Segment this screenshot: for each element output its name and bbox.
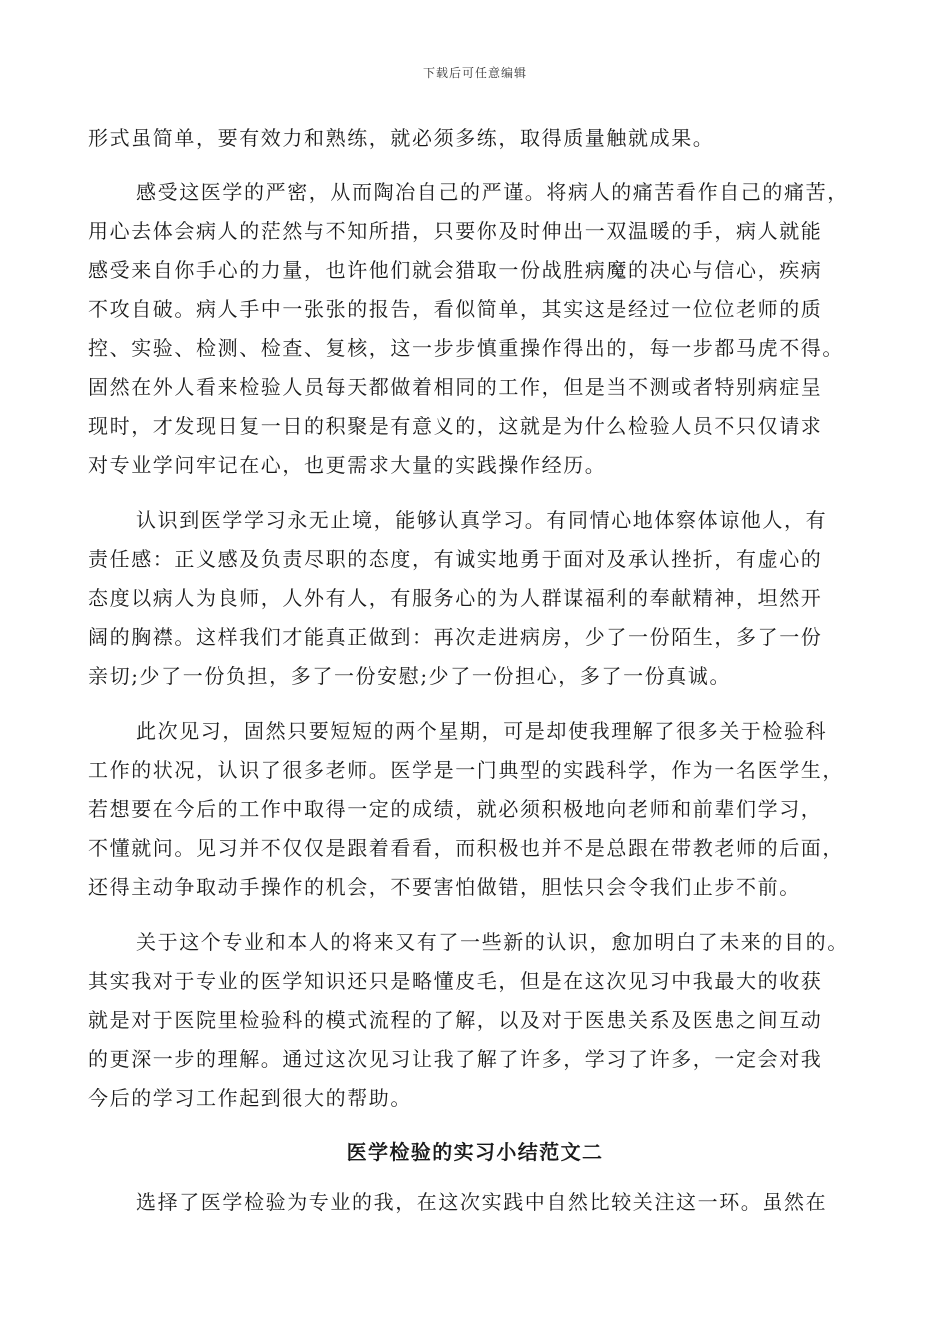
paragraph-line: 形式虽简单，要有效力和熟练，就必须多练，取得质量触就成果。 bbox=[88, 126, 715, 150]
paragraph-line: 控、实验、检测、检查、复核，这一步步慎重操作得出的，每一步都马虎不得。 bbox=[88, 336, 844, 360]
paragraph-line: 态度以病人为良师，人外有人，有服务心的为人群谋福利的奉献精神，坦然开 bbox=[88, 586, 823, 610]
paragraph-line: 对专业学问牢记在心，也更需求大量的实践操作经历。 bbox=[88, 453, 607, 477]
paragraph-line: 若想要在今后的工作中取得一定的成绩，就必须积极地向老师和前辈们学习， bbox=[88, 797, 823, 821]
paragraph-line: 此次见习，固然只要短短的两个星期，可是却使我理解了很多关于检验科 bbox=[136, 719, 828, 743]
paragraph-line: 就是对于医院里检验科的模式流程的了解，以及对于医患关系及医患之间互动 bbox=[88, 1008, 823, 1032]
paragraph-line: 的更深一步的理解。通过这次见习让我了解了许多，学习了许多，一定会对我 bbox=[88, 1047, 823, 1071]
paragraph-line: 固然在外人看来检验人员每天都做着相同的工作，但是当不测或者特别病症呈 bbox=[88, 375, 823, 399]
paragraph-line: 不攻自破。病人手中一张张的报告，看似简单，其实这是经过一位位老师的质 bbox=[88, 297, 823, 321]
paragraph-line: 阔的胸襟。这样我们才能真正做到：再次走进病房，少了一份陌生，多了一份 bbox=[88, 625, 823, 649]
paragraph-line: 还得主动争取动手操作的机会，不要害怕做错，胆怯只会令我们止步不前。 bbox=[88, 875, 801, 899]
paragraph-line: 工作的状况，认识了很多老师。医学是一门典型的实践科学，作为一名医学生， bbox=[88, 758, 844, 782]
paragraph-line: 感受来自你手心的力量，也许他们就会猎取一份战胜病魔的决心与信心，疾病 bbox=[88, 258, 823, 282]
paragraph-line: 今后的学习工作起到很大的帮助。 bbox=[88, 1086, 412, 1110]
paragraph-line: 不懂就问。见习并不仅仅是跟着看看，而积极也并不是总跟在带教老师的后面， bbox=[88, 836, 844, 860]
paragraph-line: 现时，才发现日复一日的积聚是有意义的，这就是为什么检验人员不只仅请求 bbox=[88, 414, 823, 438]
paragraph-line: 其实我对于专业的医学知识还只是略懂皮毛，但是在这次见习中我最大的收获 bbox=[88, 969, 823, 993]
paragraph-line: 用心去体会病人的茫然与不知所措，只要你及时伸出一双温暖的手，病人就能 bbox=[88, 219, 823, 243]
paragraph-line: 亲切;少了一份负担，多了一份安慰;少了一份担心，多了一份真诚。 bbox=[88, 664, 732, 688]
section-title: 医学检验的实习小结范文二 bbox=[346, 1140, 604, 1164]
paragraph-line: 关于这个专业和本人的将来又有了一些新的认识，愈加明白了未来的目的。 bbox=[136, 930, 849, 954]
paragraph-line: 认识到医学学习永无止境，能够认真学习。有同情心地体察体谅他人，有 bbox=[136, 508, 828, 532]
paragraph-line: 感受这医学的严密，从而陶冶自己的严谨。将病人的痛苦看作自己的痛苦， bbox=[136, 180, 849, 204]
page-header: 下载后可任意编辑 bbox=[422, 66, 527, 80]
paragraph-line: 选择了医学检验为专业的我，在这次实践中自然比较关注这一环。虽然在 bbox=[136, 1190, 828, 1214]
paragraph-line: 责任感：正义感及负责尽职的态度，有诚实地勇于面对及承认挫折，有虚心的 bbox=[88, 547, 823, 571]
